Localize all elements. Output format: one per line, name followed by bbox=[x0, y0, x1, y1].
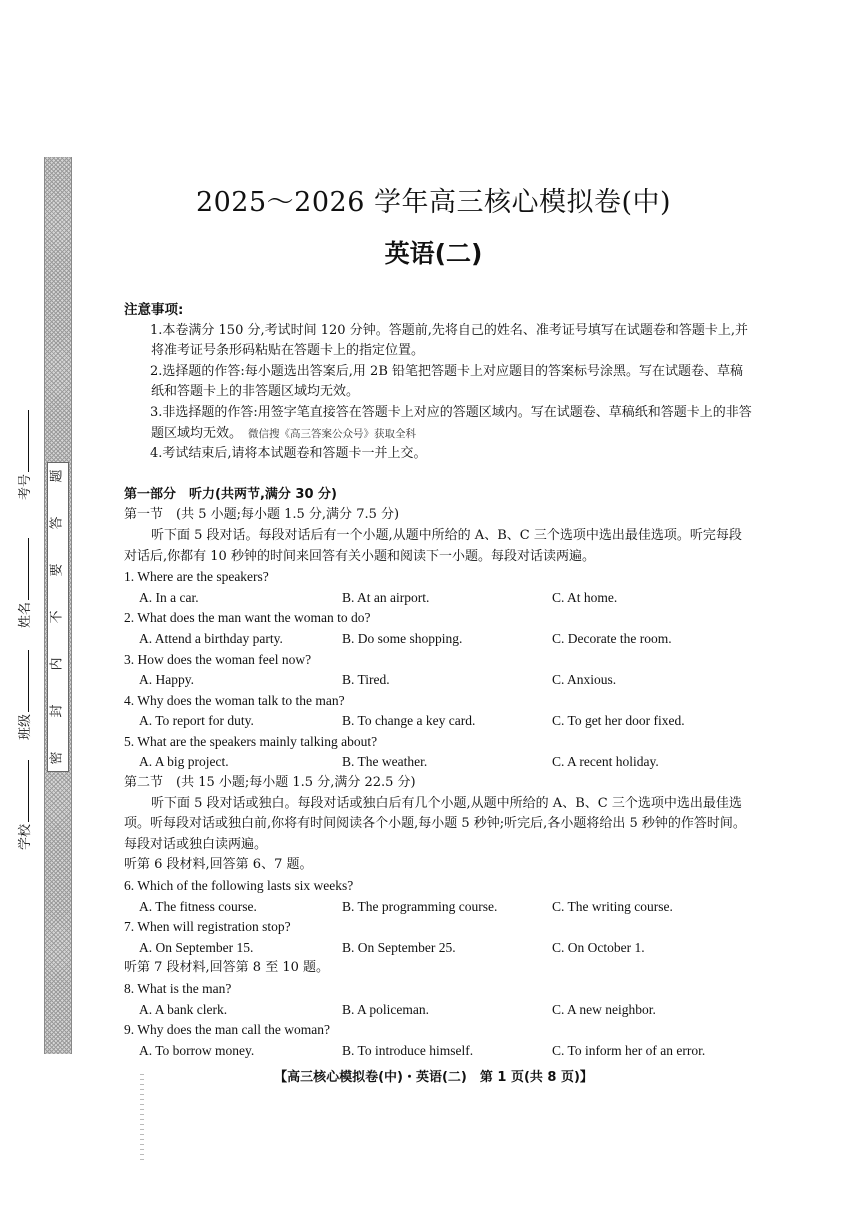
material-note: 听第 7 段材料,回答第 8 至 10 题。 bbox=[124, 960, 330, 976]
name-field[interactable] bbox=[14, 538, 33, 628]
question-options bbox=[124, 670, 754, 691]
option-c: C. On October 1. bbox=[552, 939, 645, 955]
watermark-note: 微信搜《高三答案公众号》获取全科 bbox=[248, 427, 417, 440]
question-options bbox=[124, 711, 754, 732]
subject-title: 英语(二) bbox=[384, 239, 483, 268]
seal-char: 密 bbox=[49, 751, 65, 765]
section2-title: 第二节 (共 15 小题;每小题 1.5 分,满分 22.5 分) bbox=[124, 775, 416, 791]
question-stem: 3. How does the woman feel now? bbox=[124, 651, 312, 667]
option-c: C. Decorate the room. bbox=[552, 630, 672, 646]
notice-item bbox=[124, 403, 754, 444]
question-stem: 1. Where are the speakers? bbox=[124, 569, 269, 585]
option-a: A. Happy. bbox=[139, 672, 194, 688]
question-stem: 2. What does the man want the woman to do? bbox=[124, 610, 371, 626]
scan-speckle bbox=[140, 1074, 144, 1162]
question-options bbox=[124, 1041, 754, 1062]
section1-instruction: 听下面 5 段对话。每段对话后有一个小题,从题中所给的 A、B、C 三个选项中选出最佳选项。听完每段对话后,你都有 10 秒钟的时间来回答有关小题和阅读下一小题。每段对话读两遍。 bbox=[124, 527, 742, 564]
notice-item-text: 3.非选择题的作答:用签字笔直接答在答题卡上对应的答题区域内。写在试题卷、草稿纸和答题卡上的非答题区域均无效。 bbox=[150, 404, 752, 441]
option-b: B. The programming course. bbox=[342, 898, 498, 914]
class-field[interactable] bbox=[14, 650, 33, 740]
question-options bbox=[124, 629, 754, 650]
option-a: A. Attend a birthday party. bbox=[139, 630, 283, 646]
option-a: A. To report for duty. bbox=[139, 713, 254, 729]
option-c: C. Anxious. bbox=[552, 672, 617, 688]
option-c: C. To inform her of an error. bbox=[552, 1042, 706, 1058]
notice-title: 注意事项: bbox=[124, 302, 184, 318]
seal-char: 封 bbox=[49, 704, 65, 718]
school-label: 学校 bbox=[18, 823, 33, 850]
notice-item: 4.考试结束后,请将本试题卷和答题卡一并上交。 bbox=[150, 446, 427, 462]
page-footer: 【高三核心模拟卷(中)・英语(二) 第 1 页(共 8 页)】 bbox=[274, 1070, 593, 1085]
option-b: B. Do some shopping. bbox=[342, 630, 463, 646]
notice-item: 2.选择题的作答:每小题选出答案后,用 2B 铅笔把答题卡上对应题目的答案标号涂黑。写在试题卷、草稿纸和答题卡上的非答题区域均无效。 bbox=[150, 363, 744, 400]
question-stem: 6. Which of the following lasts six weeks? bbox=[124, 878, 354, 894]
part1-title: 第一部分 听力(共两节,满分 30 分) bbox=[124, 486, 337, 502]
option-a: A. To borrow money. bbox=[139, 1042, 255, 1058]
option-b: B. To change a key card. bbox=[342, 713, 476, 729]
material-note: 听第 6 段材料,回答第 6、7 题。 bbox=[124, 857, 313, 873]
option-c: C. A new neighbor. bbox=[552, 1001, 656, 1017]
option-b: B. At an airport. bbox=[342, 589, 430, 605]
option-a: A. In a car. bbox=[139, 589, 199, 605]
question-options bbox=[124, 1000, 754, 1021]
question-stem: 9. Why does the man call the woman? bbox=[124, 1022, 330, 1038]
exam-number-field[interactable] bbox=[14, 410, 33, 500]
seal-char: 题 bbox=[49, 469, 65, 483]
option-b: B. Tired. bbox=[342, 672, 390, 688]
name-label: 姓名 bbox=[18, 601, 33, 628]
question-stem: 5. What are the speakers mainly talking about? bbox=[124, 733, 378, 749]
section2-instruction: 听下面 5 段对话或独白。每段对话或独白后有几个小题,从题中所给的 A、B、C 三个选项中选出最佳选项。听每段对话或独白前,你将有时间阅读各个小题,每小题 5 秒钟;听完后,各小题将给出 5 秒钟的作答时间。每段对话或独白读两遍。 bbox=[124, 795, 746, 852]
option-c: C. The writing course. bbox=[552, 898, 673, 914]
option-a: A. A bank clerk. bbox=[139, 1001, 228, 1017]
exam-number-label: 考号 bbox=[18, 473, 33, 500]
option-c: C. To get her door fixed. bbox=[552, 713, 685, 729]
option-b: B. The weather. bbox=[342, 754, 428, 770]
question-options bbox=[124, 588, 754, 609]
seal-char: 答 bbox=[49, 516, 65, 530]
option-a: A. A big project. bbox=[139, 754, 229, 770]
option-b: B. On September 25. bbox=[342, 939, 456, 955]
option-b: B. To introduce himself. bbox=[342, 1042, 474, 1058]
question-stem: 7. When will registration stop? bbox=[124, 919, 291, 935]
question-options bbox=[124, 752, 754, 773]
option-b: B. A policeman. bbox=[342, 1001, 429, 1017]
question-stem: 4. Why does the woman talk to the man? bbox=[124, 692, 345, 708]
option-a: A. The fitness course. bbox=[139, 898, 257, 914]
seal-char: 不 bbox=[49, 610, 65, 624]
question-options bbox=[124, 897, 754, 918]
class-label: 班级 bbox=[18, 713, 33, 740]
seal-char: 内 bbox=[49, 657, 65, 671]
section1-title: 第一节 (共 5 小题;每小题 1.5 分,满分 7.5 分) bbox=[124, 507, 400, 523]
school-field[interactable] bbox=[14, 760, 33, 850]
option-c: C. At home. bbox=[552, 589, 618, 605]
option-c: C. A recent holiday. bbox=[552, 754, 659, 770]
exam-title: 2025～2026 学年高三核心模拟卷(中) bbox=[195, 187, 672, 218]
option-a: A. On September 15. bbox=[139, 939, 254, 955]
seal-char: 要 bbox=[49, 563, 65, 577]
seal-line-box bbox=[47, 462, 69, 772]
exam-content bbox=[124, 300, 754, 1061]
question-stem: 8. What is the man? bbox=[124, 981, 232, 996]
notice-item: 1.本卷满分 150 分,考试时间 120 分钟。答题前,先将自己的姓名、准考证号填写在试题卷和答题卡上,并将准考证号条形码粘贴在答题卡上的指定位置。 bbox=[150, 322, 748, 359]
question-options bbox=[124, 938, 754, 959]
